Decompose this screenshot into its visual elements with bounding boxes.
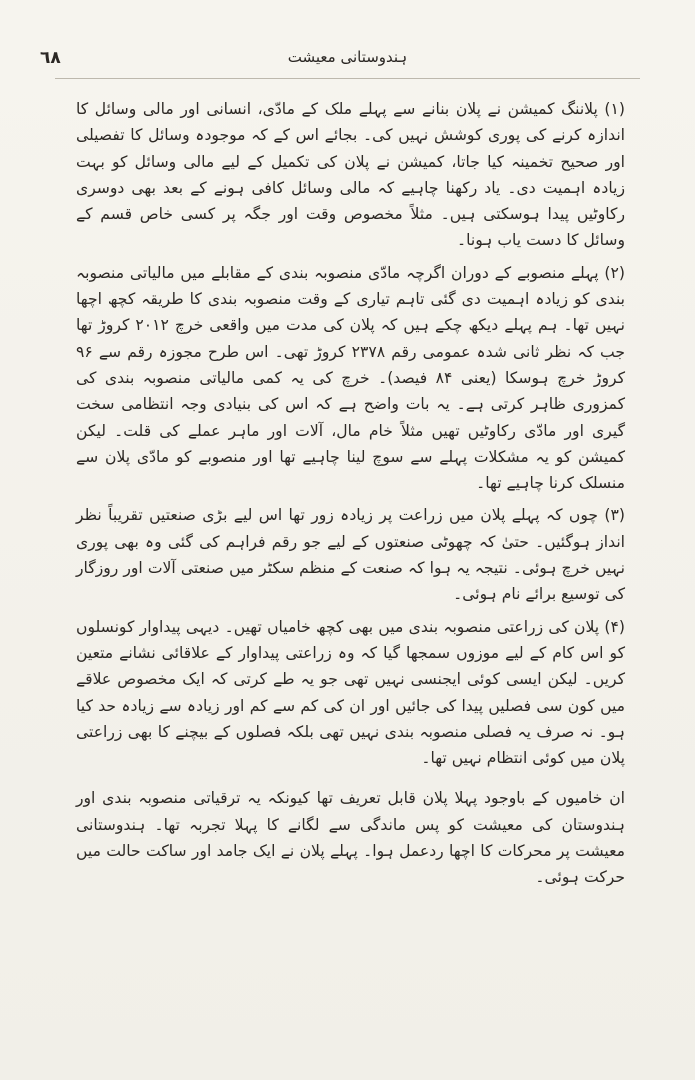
paragraph-2: (۲) پہلے منصوبے کے دوران اگرچہ مادّی منصوبہ بندی کے مقابلے میں مالیاتی منصوبہ بندی کو زیادہ اہمیت دی گئی تاہم تیاری کے وقت منصوبہ بندی کا طریقہ کچھ اچھا نہیں تھا۔ ہم پہلے دیکھ چکے ہیں کہ پلان کی مدت میں واقعی خرچ ۲۰۱۲ کروڑ تھا جب کہ نظر ثانی شدہ عمومی رقم ۲۳۷۸ کروڑ تھی۔ اس طرح مجوزہ رقم سے ۹۶ کروڑ خرچ ہوسکا (یعنی ۸۴ فیصد)۔ خرچ کی یہ کمی مالیاتی منصوبہ بندی کی کمزوری ظاہر کرتی ہے۔ یہ بات واضح ہے کہ اس کی بنیادی وجہ انتظامی سخت گیری اور مادّی رکاوٹیں تھیں مثلاً خام مال، آلات اور ماہر عملے کی قلت۔ لیکن کمیشن کو یہ مشکلات پہلے سے سوچ لینا چاہیے تھا اور منصوبے کو مادّی پلان سے منسلک کرنا چاہیے تھا۔	[76, 263, 626, 493]
paragraph-3: (۳) چوں کہ پہلے پلان میں زراعت پر زیادہ زور تھا اس لیے بڑی صنعتیں تقریباً نظر انداز ہوگئیں۔ حتیٰ کہ چھوٹی صنعتوں کے لیے جو رقم فراہم کی گئی وہ بھی پوری نہیں خرچ ہوئی۔ نتیجہ یہ ہوا کہ صنعت کے منظم سکٹر میں صنعتی آلات اور روزگار کی توسیع برائے نام ہوئی۔	[76, 506, 625, 604]
running-title: ہندوستانی معیشت	[287, 48, 408, 66]
header-rule	[55, 78, 640, 79]
page-header	[40, 48, 655, 78]
page-number: ٦٨	[40, 48, 61, 68]
paragraph-1: (۱) پلاننگ کمیشن نے پلان بنانے سے پہلے ملک کے مادّی، انسانی اور مالی وسائل کا اندازہ کرنے کی پوری کوشش نہیں کی۔ بجائے اس کے کہ موجودہ وسائل کا تفصیلی اور صحیح تخمینہ کیا جاتا، کمیشن نے پلان کی تکمیل کے لیے مالی وسائل کو بہت زیادہ اہمیت دی۔ یاد رکھنا چاہیے کہ مالی وسائل کافی ہونے کے بعد بھی دوسری رکاوٹیں پیدا ہوسکتی ہیں۔ مثلاً مخصوص وقت اور جگہ پر کسی خاص قسم کے وسائل کا دست یاب ہونا۔	[76, 100, 625, 250]
body-text	[76, 96, 625, 893]
paragraph-5: ان خامیوں کے باوجود پہلا پلان قابل تعریف تھا کیونکہ یہ ترقیاتی منصوبہ بندی اور ہندوستان کی معیشت کو پس ماندگی سے لگانے کا پہلا تجربہ تھا۔ ہندوستانی معیشت پر محرکات کا اچھا ردعمل ہوا۔ پہلے پلان نے ایک جامد اور ساکت حالت میں حرکت ہوئی۔	[76, 789, 625, 887]
paragraph-4: (۴) پلان کی زراعتی منصوبہ بندی میں بھی کچھ خامیاں تھیں۔ دیہی پیداوار کونسلوں کو اس کام کے لیے موزوں سمجھا گیا کہ وہ زراعتی پیداوار کے علاقائی نشانے متعین کریں۔ لیکن ایسی کوئی ایجنسی نہیں تھی جو یہ طے کرتی کہ ایک مخصوص علاقے میں کون سی فصلیں پیدا کی جائیں اور ان کی کم سے کم اور زیادہ سے زیادہ حد کیا ہو۔ نہ صرف یہ فصلی منصوبہ بندی نہیں تھی بلکہ فصلوں کے بیچنے کا بھی زراعتی پلان میں کوئی انتظام نہیں تھا۔	[76, 617, 625, 768]
